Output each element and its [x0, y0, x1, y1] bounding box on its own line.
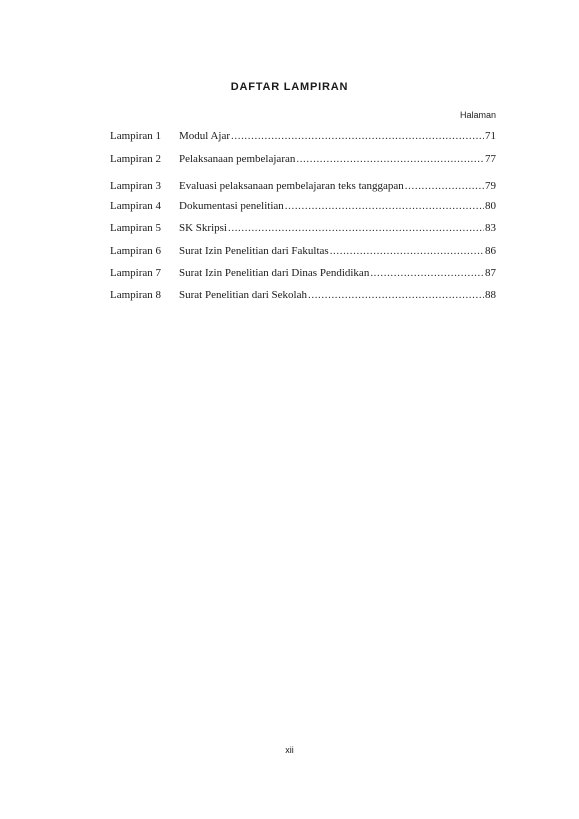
entry-page: 71	[485, 130, 496, 142]
entry-title: Surat Penelitian dari Sekolah	[179, 289, 307, 301]
appendix-entry-8	[110, 289, 496, 304]
dot-leader	[369, 267, 484, 279]
entry-page: 80	[485, 200, 496, 212]
entry-label: Lampiran 1	[110, 130, 162, 142]
entry-title: Dokumentasi penelitian	[179, 200, 284, 212]
entry-page: 79	[485, 180, 496, 192]
entry-label: Lampiran 5	[110, 222, 162, 234]
entry-title: Evaluasi pelaksanaan pembelajaran teks tanggapan	[179, 180, 404, 192]
entry-label: Lampiran 3	[110, 180, 162, 192]
page-number: xii	[285, 745, 294, 755]
appendix-entry-4	[110, 200, 496, 215]
dot-leader	[284, 200, 484, 212]
appendix-entry-7	[110, 267, 496, 282]
appendix-entry-5	[110, 222, 496, 237]
dot-leader	[404, 180, 484, 192]
entry-page: 77	[485, 153, 496, 165]
entry-label: Lampiran 4	[110, 200, 162, 212]
dot-leader	[230, 130, 484, 142]
appendix-entry-1	[110, 130, 496, 145]
dot-leader	[227, 222, 484, 234]
entry-title: Surat Izin Penelitian dari Fakultas	[179, 245, 329, 257]
appendix-entry-6	[110, 245, 496, 260]
dot-leader	[329, 245, 484, 257]
entry-title: Modul Ajar	[179, 130, 231, 142]
entry-label: Lampiran 6	[110, 245, 162, 257]
entry-label: Lampiran 2	[110, 153, 162, 165]
entry-page: 83	[485, 222, 496, 234]
entry-page: 86	[485, 245, 496, 257]
entry-page: 88	[485, 289, 496, 301]
document-title: DAFTAR LAMPIRAN	[230, 81, 349, 93]
dot-leader	[295, 153, 484, 165]
entry-title: SK Skripsi	[179, 222, 227, 234]
appendix-entry-2	[110, 153, 496, 168]
entry-label: Lampiran 8	[110, 289, 162, 301]
entry-page: 87	[485, 267, 496, 279]
entry-title: Surat Izin Penelitian dari Dinas Pendidikan	[179, 267, 370, 279]
entry-label: Lampiran 7	[110, 267, 162, 279]
entry-title: Pelaksanaan pembelajaran	[179, 153, 296, 165]
page-column-label: Halaman	[459, 110, 496, 120]
dot-leader	[307, 289, 484, 301]
appendix-entry-3	[110, 180, 496, 195]
